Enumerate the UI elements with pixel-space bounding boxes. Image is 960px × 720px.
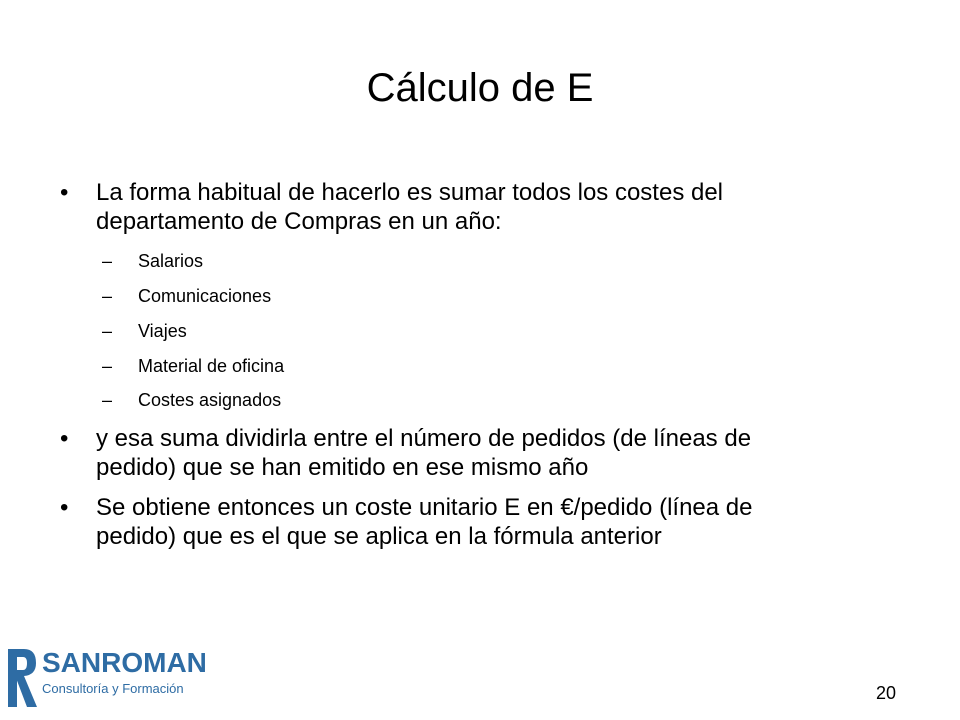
dash-icon: – bbox=[102, 251, 113, 271]
logo-name: SANROMAN bbox=[42, 647, 207, 678]
bullet-text bbox=[96, 424, 840, 482]
bullet-line: pedido) que es el que se aplica en la fórmula anterior bbox=[96, 523, 662, 550]
bullet-line: Se obtiene entonces un coste unitario E en €/pedido (línea de bbox=[96, 494, 753, 521]
dash-icon: – bbox=[102, 286, 113, 306]
sub-item bbox=[102, 320, 187, 342]
dash-icon: – bbox=[102, 321, 113, 341]
dash-icon: – bbox=[102, 390, 113, 410]
sub-item-label: Viajes bbox=[138, 321, 187, 341]
sub-item-label: Salarios bbox=[138, 251, 204, 271]
bullet-line: La forma habitual de hacerlo es sumar todos los costes del bbox=[96, 179, 724, 206]
bullet-icon: • bbox=[60, 425, 69, 452]
slide-title: Cálculo de E bbox=[366, 66, 594, 110]
company-logo bbox=[4, 645, 207, 711]
page-number: 20 bbox=[876, 683, 897, 703]
bullet-text bbox=[96, 178, 840, 236]
sub-item-label: Comunicaciones bbox=[138, 286, 272, 306]
bullet-icon: • bbox=[60, 494, 69, 521]
sub-item bbox=[102, 355, 284, 377]
sub-item bbox=[102, 389, 281, 411]
sub-item-label: Material de oficina bbox=[138, 356, 285, 376]
sub-item bbox=[102, 285, 271, 307]
dash-icon: – bbox=[102, 356, 113, 376]
bullet-line: departamento de Compras en un año: bbox=[96, 208, 502, 235]
bullet-item bbox=[60, 424, 840, 482]
bullet-icon: • bbox=[60, 179, 69, 206]
bullet-line: pedido) que se han emitido en ese mismo año bbox=[96, 454, 589, 481]
logo-tagline: Consultoría y Formación bbox=[42, 681, 184, 696]
bullet-item bbox=[60, 178, 840, 236]
bullet-line: y esa suma dividirla entre el número de pedidos (de líneas de bbox=[96, 425, 752, 452]
sub-item bbox=[102, 250, 203, 272]
bullet-text bbox=[96, 493, 840, 551]
sub-item-label: Costes asignados bbox=[138, 390, 282, 410]
logo-r-icon bbox=[4, 645, 40, 711]
bullet-item bbox=[60, 493, 840, 551]
